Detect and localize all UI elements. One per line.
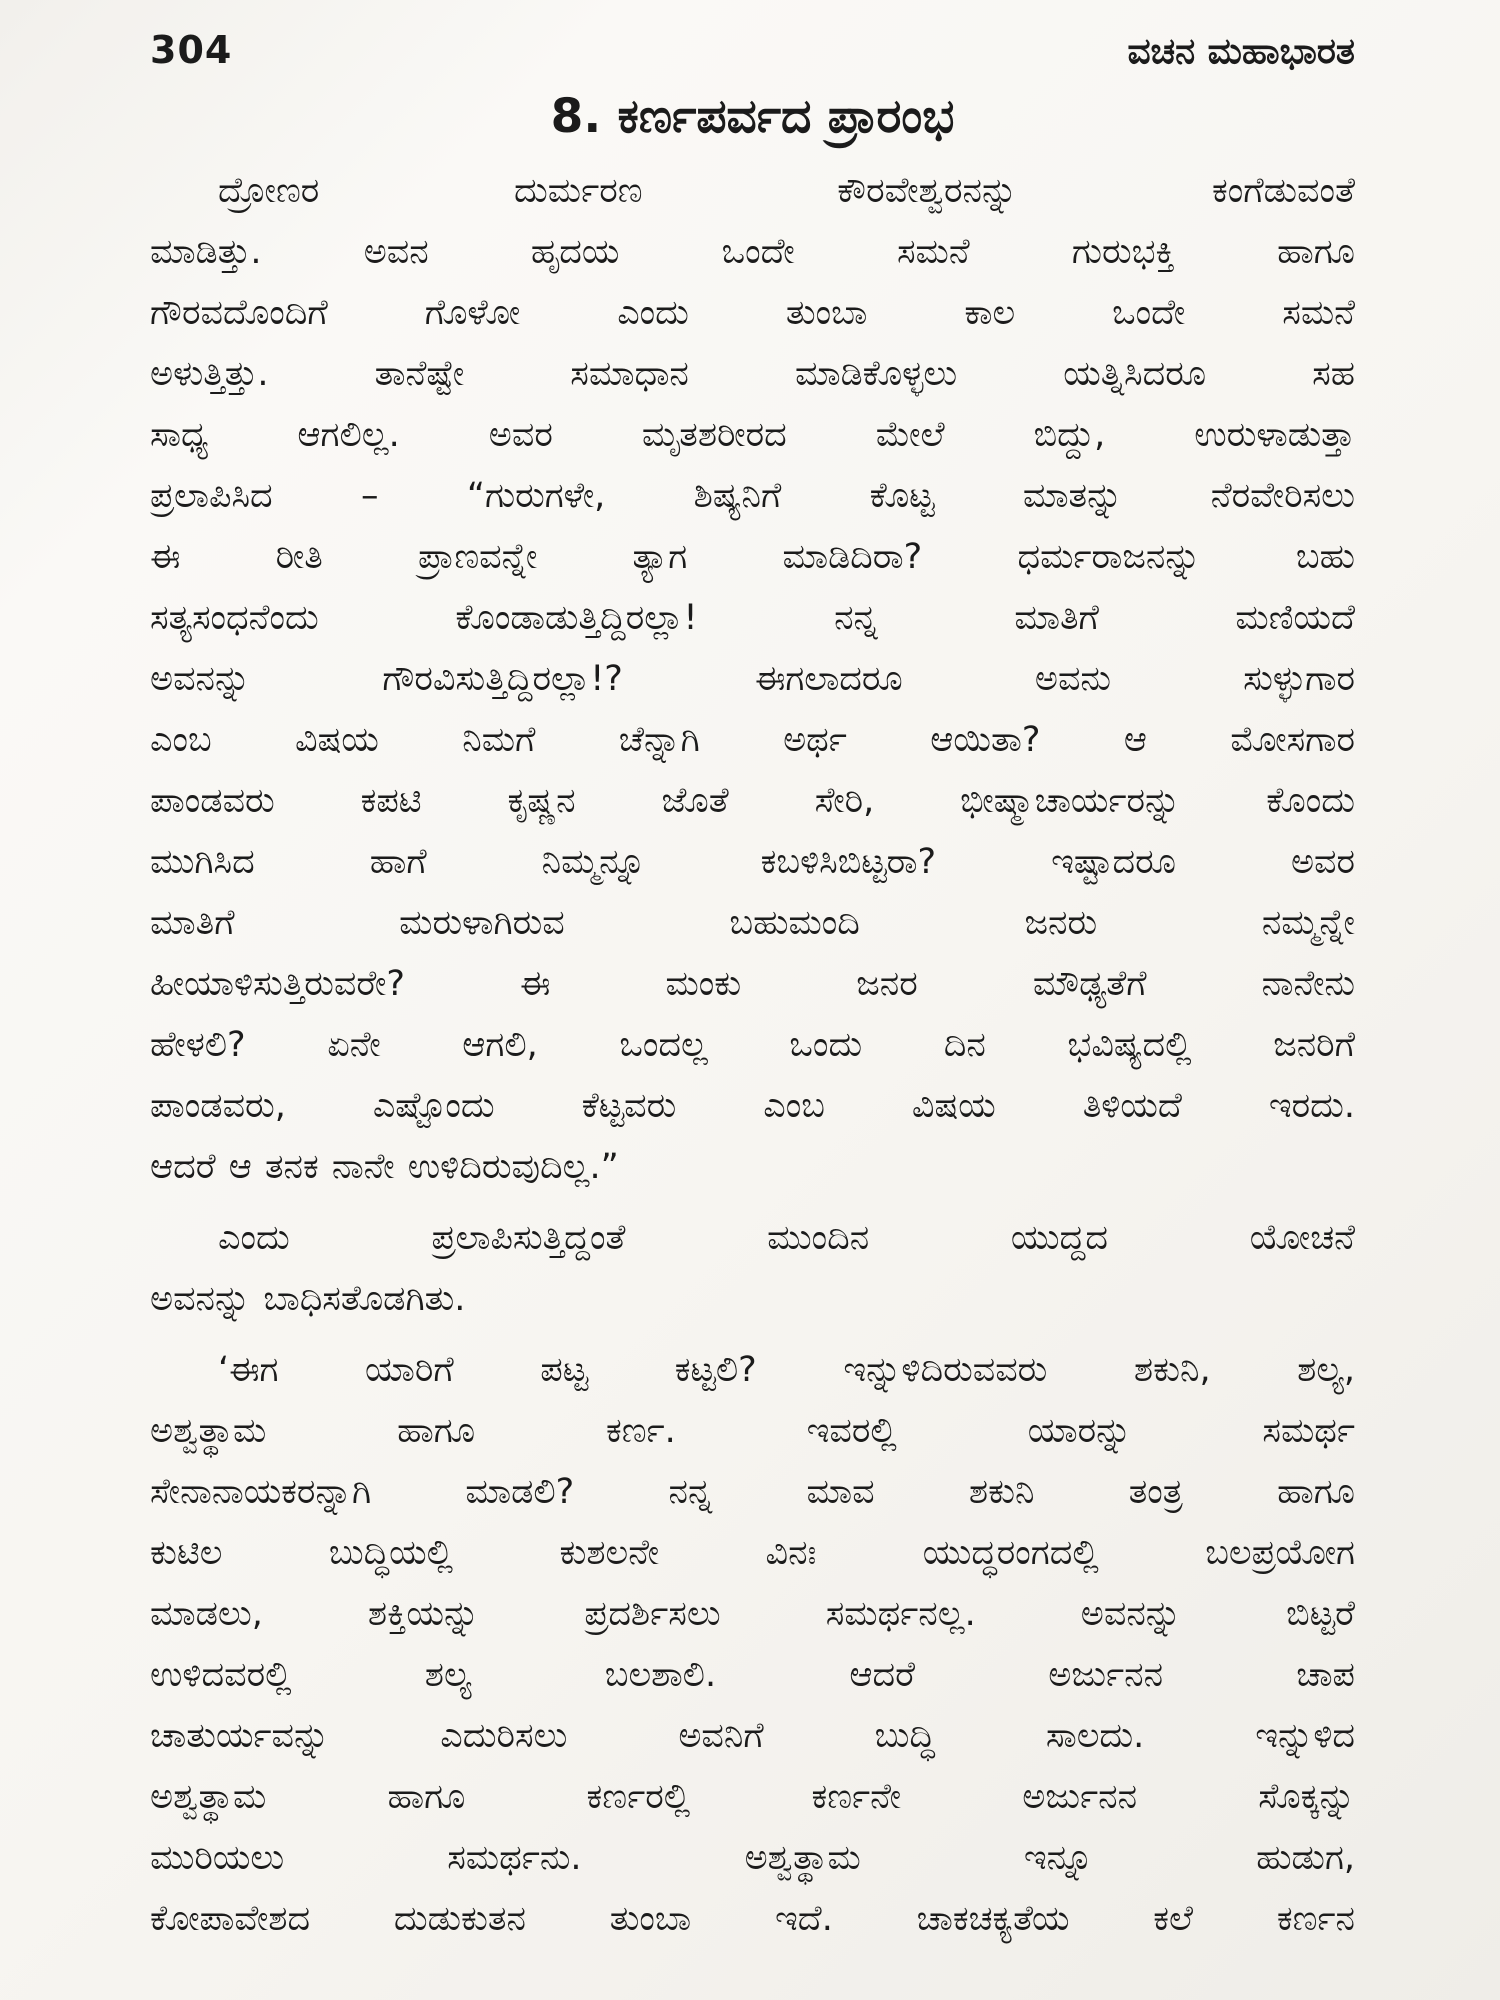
text-line: ಹೀಯಾಳಿಸುತ್ತಿರುವರೇ? ಈ ಮಂಕು ಜನರ ಮೌಢ್ಯತೆಗೆ ನಾನೇನು (150, 964, 1355, 1004)
text-line: ಅವನನ್ನು ಬಾಧಿಸತೊಡಗಿತು. (150, 1279, 466, 1319)
text-line: ಮಾಡಲು, ಶಕ್ತಿಯನ್ನು ಪ್ರದರ್ಶಿಸಲು ಸಮರ್ಥನಲ್ಲ. ಅವನನ್ನು ಬಿಟ್ಟರೆ (150, 1594, 1355, 1634)
text-line: ಮಾಡಿತ್ತು. ಅವನ ಹೃದಯ ಒಂದೇ ಸಮನೆ ಗುರುಭಕ್ತಿ ಹಾಗೂ (150, 232, 1355, 272)
text-line: ಕುಟಿಲ ಬುದ್ಧಿಯಲ್ಲಿ ಕುಶಲನೇ ವಿನಃ ಯುದ್ಧರಂಗದಲ್ಲಿ ಬಲಪ್ರಯೋಗ (150, 1533, 1355, 1573)
text-line: ಎಂದು ಪ್ರಲಾಪಿಸುತ್ತಿದ್ದಂತೆ ಮುಂದಿನ ಯುದ್ದದ ಯೋಚನೆ (218, 1218, 1355, 1258)
page-number: 304 (150, 28, 233, 72)
paragraph (150, 161, 1355, 1198)
text-line: ಚಾತುರ್ಯವನ್ನು ಎದುರಿಸಲು ಅವನಿಗೆ ಬುದ್ಧಿ ಸಾಲದು. ಇನ್ನುಳಿದ (150, 1716, 1355, 1756)
text-line: ಅಳುತ್ತಿತ್ತು. ತಾನೆಷ್ಟೇ ಸಮಾಧಾನ ಮಾಡಿಕೊಳ್ಳಲು ಯತ್ನಿಸಿದರೂ ಸಹ (150, 354, 1355, 394)
text-line: ಉಳಿದವರಲ್ಲಿ ಶಲ್ಯ ಬಲಶಾಲಿ. ಆದರೆ ಅರ್ಜುನನ ಚಾಪ (150, 1655, 1355, 1695)
page-body (150, 161, 1355, 1950)
text-line: ಗೌರವದೊಂದಿಗೆ ಗೊಳೋ ಎಂದು ತುಂಬಾ ಕಾಲ ಒಂದೇ ಸಮನೆ (150, 293, 1355, 333)
paragraph (150, 1340, 1355, 1950)
book-title: ವಚನ ಮಹಾಭಾರತ (1127, 31, 1355, 72)
text-line: ಮುರಿಯಲು ಸಮರ್ಥನು. ಅಶ್ವತ್ಥಾಮ ಇನ್ನೂ ಹುಡುಗ, (150, 1838, 1355, 1878)
running-header (150, 28, 1355, 73)
text-line: ಅಶ್ವತ್ಥಾಮ ಹಾಗೂ ಕರ್ಣ. ಇವರಲ್ಲಿ ಯಾರನ್ನು ಸಮರ್ಥ (150, 1411, 1355, 1451)
text-line: ಹೇಳಲಿ? ಏನೇ ಆಗಲಿ, ಒಂದಲ್ಲ ಒಂದು ದಿನ ಭವಿಷ್ಯದಲ್ಲಿ ಜನರಿಗೆ (150, 1025, 1355, 1065)
text-line: ಅವನನ್ನು ಗೌರವಿಸುತ್ತಿದ್ದಿರಲ್ಲಾ!? ಈಗಲಾದರೂ ಅವನು ಸುಳ್ಳುಗಾರ (150, 659, 1355, 699)
text-line: ಅಶ್ವತ್ಥಾಮ ಹಾಗೂ ಕರ್ಣರಲ್ಲಿ ಕರ್ಣನೇ ಅರ್ಜುನನ ಸೊಕ್ಕನ್ನು (150, 1777, 1355, 1817)
text-line: ಪಾಂಡವರು ಕಪಟಿ ಕೃಷ್ಣನ ಜೊತೆ ಸೇರಿ, ಭೀಷ್ಮಾಚಾರ್ಯರನ್ನು ಕೊಂದು (150, 781, 1355, 821)
chapter-title: 8. ಕರ್ಣಪರ್ವದ ಪ್ರಾರಂಭ (550, 89, 955, 144)
text-line: ಪ್ರಲಾಪಿಸಿದ – “ಗುರುಗಳೇ, ಶಿಷ್ಯನಿಗೆ ಕೊಟ್ಟ ಮಾತನ್ನು ನೆರವೇರಿಸಲು (150, 476, 1355, 516)
text-line: ಈ ರೀತಿ ಪ್ರಾಣವನ್ನೇ ತ್ಯಾಗ ಮಾಡಿದಿರಾ? ಧರ್ಮರಾಜನನ್ನು ಬಹು (150, 537, 1355, 577)
text-line: ಮಾತಿಗೆ ಮರುಳಾಗಿರುವ ಬಹುಮಂದಿ ಜನರು ನಮ್ಮನ್ನೇ (150, 903, 1355, 943)
text-line: ‘ಈಗ ಯಾರಿಗೆ ಪಟ್ಟ ಕಟ್ಟಲಿ? ಇನ್ನುಳಿದಿರುವವರು ಶಕುನಿ, ಶಲ್ಯ, (218, 1350, 1355, 1390)
text-line: ಸತ್ಯಸಂಧನೆಂದು ಕೊಂಡಾಡುತ್ತಿದ್ದಿರಲ್ಲಾ! ನನ್ನ ಮಾತಿಗೆ ಮಣಿಯದೆ (150, 598, 1355, 638)
text-line: ಪಾಂಡವರು, ಎಷ್ಟೊಂದು ಕೆಟ್ಟವರು ಎಂಬ ವಿಷಯ ತಿಳಿಯದೆ ಇರದು. (150, 1086, 1355, 1126)
text-line: ಆದರೆ ಆ ತನಕ ನಾನೇ ಉಳಿದಿರುವುದಿಲ್ಲ.” (150, 1147, 619, 1187)
text-line: ದ್ರೋಣರ ದುರ್ಮರಣ ಕೌರವೇಶ್ವರನನ್ನು ಕಂಗೆಡುವಂತೆ (218, 171, 1355, 211)
text-line: ಸೇನಾನಾಯಕರನ್ನಾಗಿ ಮಾಡಲಿ? ನನ್ನ ಮಾವ ಶಕುನಿ ತಂತ್ರ ಹಾಗೂ (150, 1472, 1355, 1512)
text-line: ಕೋಪಾವೇಶದ ದುಡುಕುತನ ತುಂಬಾ ಇದೆ. ಚಾಕಚಕ್ಯತೆಯ ಕಲೆ ಕರ್ಣನ (150, 1899, 1355, 1939)
text-line: ಎಂಬ ವಿಷಯ ನಿಮಗೆ ಚೆನ್ನಾಗಿ ಅರ್ಥ ಆಯಿತಾ? ಆ ಮೋಸಗಾರ (150, 720, 1355, 760)
paragraph (150, 1208, 1355, 1330)
text-line: ಮುಗಿಸಿದ ಹಾಗೆ ನಿಮ್ಮನ್ನೂ ಕಬಳಿಸಿಬಿಟ್ಟರಾ? ಇಷ್ಟಾದರೂ ಅವರ (150, 842, 1355, 882)
text-line: ಸಾಧ್ಯ ಆಗಲಿಲ್ಲ. ಅವರ ಮೃತಶರೀರದ ಮೇಲೆ ಬಿದ್ದು, ಉರುಳಾಡುತ್ತಾ (150, 415, 1355, 455)
